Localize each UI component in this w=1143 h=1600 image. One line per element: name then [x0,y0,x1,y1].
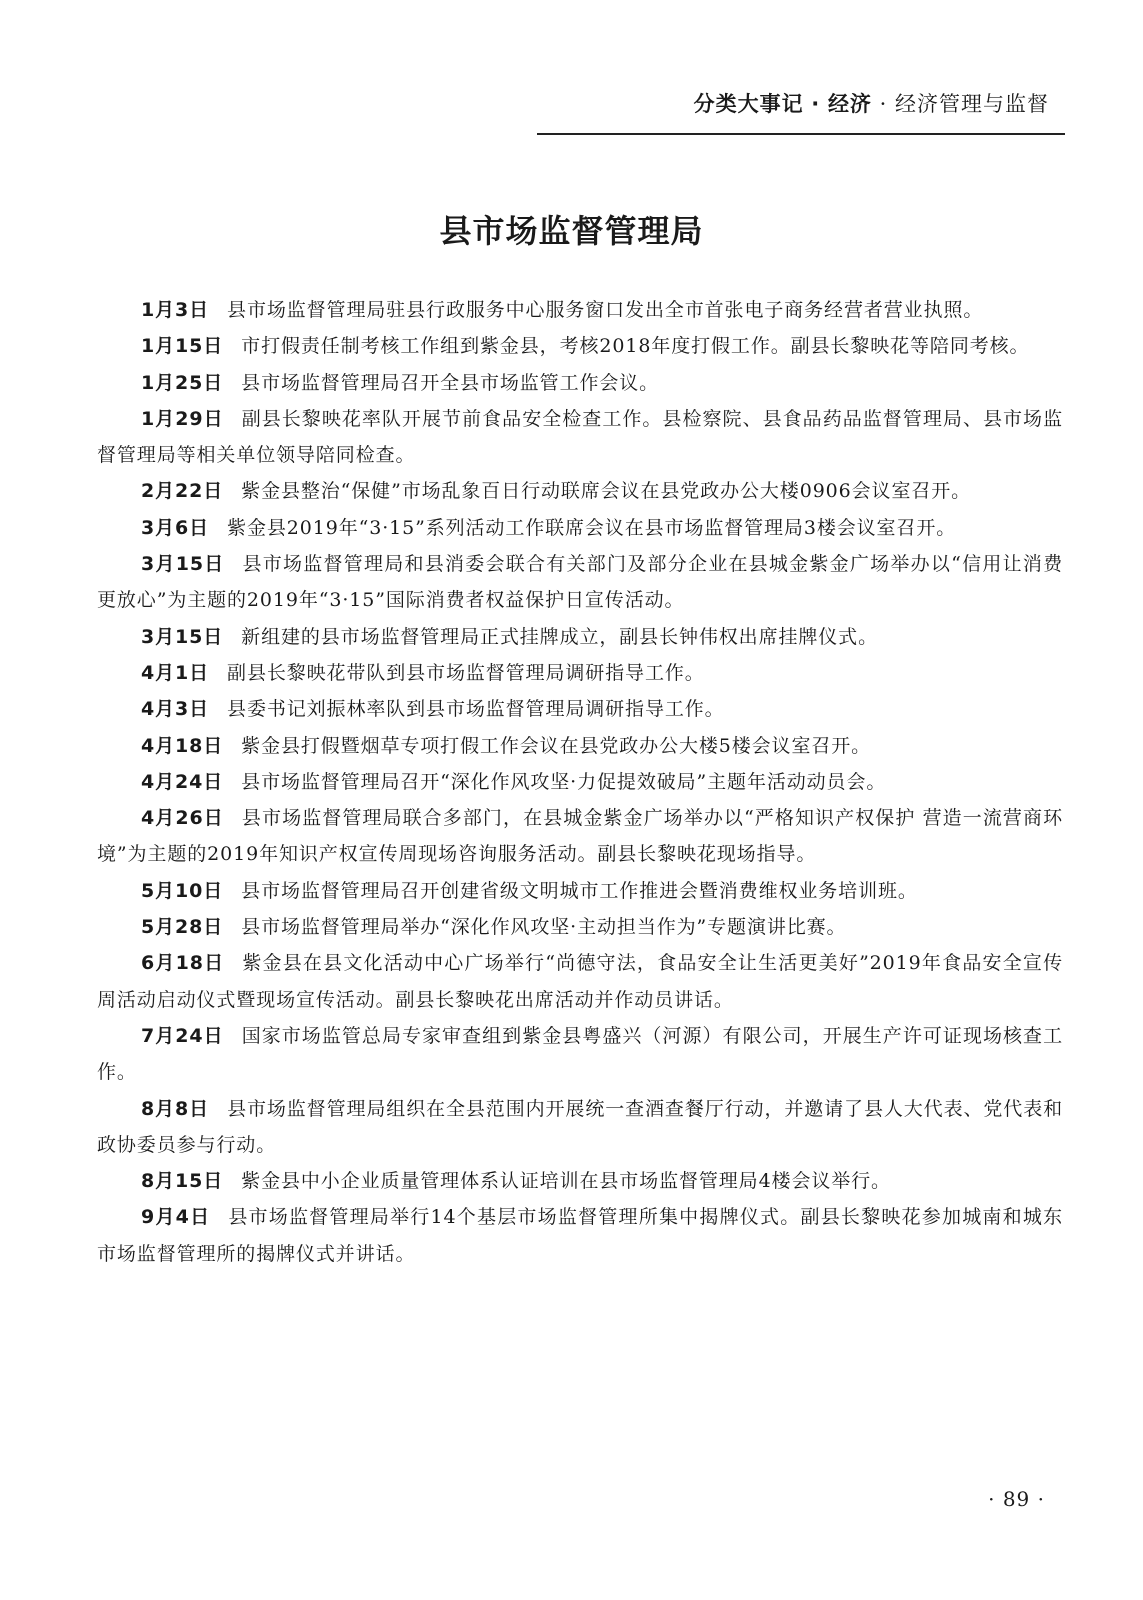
chronicle-entry [97,546,1063,619]
entry-text: 县市场监督管理局举办“深化作风攻坚·主动担当作为”专题演讲比赛。 [241,916,847,939]
entry-text: 紫金县在县文化活动中心广场举行“尚德守法，食品安全让生活更美好”2019年食品安全宣传周活动启动仪式暨现场宣传活动。副县长黎映花出席活动并作动员讲话。 [97,952,1063,1011]
header-section-main: 分类大事记 [693,92,804,116]
chronicle-entry [97,401,1063,474]
chronicle-entry [97,655,1063,691]
entry-text: 紫金县整治“保健”市场乱象百日行动联席会议在县党政办公大楼0906会议室召开。 [241,480,972,503]
chronicle-entry [97,800,1063,873]
chronicle-entry [97,619,1063,655]
entry-text: 县市场监督管理局举行14个基层市场监督管理所集中揭牌仪式。副县长黎映花参加城南和城东市场监督管理所的揭牌仪式并讲话。 [97,1206,1063,1265]
entry-text: 县市场监督管理局召开“深化作风攻坚·力促提效破局”主题年活动动员会。 [241,770,887,793]
entry-date: 4月1日 [141,661,210,684]
entry-date: 7月24日 [141,1024,224,1047]
entry-date: 2月22日 [141,480,224,503]
chronicle-entry [97,1018,1063,1091]
entry-text: 国家市场监管总局专家审查组到紫金县粤盛兴（河源）有限公司，开展生产许可证现场核查工作。 [97,1024,1063,1084]
entry-text: 紫金县打假暨烟草专项打假工作会议在县党政办公大楼5楼会议室召开。 [241,734,872,757]
running-header [694,88,1049,118]
chronicle-entry [97,691,1063,727]
entry-text: 县市场监督管理局组织在全县范围内开展统一查酒查餐厅行动，并邀请了县人大代表、党代表和政协委员参与行动。 [97,1097,1063,1156]
chronicle-entry [97,728,1063,764]
entry-text: 市打假责任制考核工作组到紫金县，考核2018年度打假工作。副县长黎映花等陪同考核。 [241,335,1030,358]
entry-date: 4月18日 [141,734,224,757]
entry-text: 紫金县中小企业质量管理体系认证培训在县市场监督管理局4楼会议举行。 [241,1170,891,1193]
header-section-economy: 经济 [827,92,872,116]
header-separator: · [879,92,888,116]
entry-text: 县市场监督管理局召开全县市场监管工作会议。 [241,371,660,394]
chronicle-entry [97,328,1063,364]
entry-date: 4月24日 [141,770,224,793]
entry-date: 1月3日 [141,299,210,321]
chronicle-entry [97,945,1063,1018]
header-separator: · [811,92,821,116]
chronicle-entry [97,510,1063,546]
chronicle-entry [97,292,1063,328]
entry-date: 4月26日 [141,807,224,830]
chronicle-entry [97,1091,1063,1164]
entry-date: 1月25日 [141,371,224,394]
entry-text: 县市场监督管理局召开创建省级文明城市工作推进会暨消费维权业务培训班。 [241,879,918,902]
entry-date: 8月15日 [141,1170,224,1193]
entry-date: 3月15日 [141,553,225,576]
chronicle-entries [97,292,1063,1272]
entry-date: 5月10日 [141,879,224,902]
entry-text: 副县长黎映花率队开展节前食品安全检查工作。县检察院、县食品药品监督管理局、县市场监督管理局等相关单位领导陪同检查。 [97,407,1063,467]
entry-date: 5月28日 [141,916,224,939]
page-title: 县市场监督管理局 [439,212,704,250]
entry-text: 副县长黎映花带队到县市场监督管理局调研指导工作。 [227,661,705,684]
entry-date: 4月3日 [141,698,210,721]
chronicle-entry [97,909,1063,945]
header-rule [537,133,1065,135]
entry-text: 新组建的县市场监督管理局正式挂牌成立，副县长钟伟权出席挂牌仪式。 [241,625,878,648]
entry-text: 县市场监督管理局联合多部门，在县城金紫金广场举办以“严格知识产权保护 营造一流营商环境”为主题的2019年知识产权宣传周现场咨询服务活动。副县长黎映花现场指导。 [97,807,1063,866]
chronicle-entry [97,473,1063,509]
chronicle-entry [97,873,1063,909]
entry-text: 县委书记刘振林率队到县市场监督管理局调研指导工作。 [227,698,725,721]
entry-date: 8月8日 [141,1097,210,1120]
header-section-sub: 经济管理与监督 [895,92,1049,116]
entry-text: 紫金县2019年“3·15”系列活动工作联席会议在县市场监督管理局3楼会议室召开。 [227,516,957,539]
chronicle-entry [97,764,1063,800]
chronicle-entry [97,1199,1063,1272]
chronicle-entry [97,1163,1063,1199]
chronicle-entry [97,365,1063,401]
entry-date: 1月15日 [141,335,224,358]
entry-date: 1月29日 [141,407,224,430]
page-number: · 89 · [988,1487,1045,1511]
entry-date: 6月18日 [141,952,225,975]
entry-date: 3月15日 [141,625,224,648]
entry-date: 3月6日 [141,516,210,539]
entry-date: 9月4日 [141,1206,211,1229]
entry-text: 县市场监督管理局驻县行政服务中心服务窗口发出全市首张电子商务经营者营业执照。 [227,299,984,321]
entry-text: 县市场监督管理局和县消委会联合有关部门及部分企业在县城金紫金广场举办以“信用让消费更放心”为主题的2019年“3·15”国际消费者权益保护日宣传活动。 [97,553,1063,612]
